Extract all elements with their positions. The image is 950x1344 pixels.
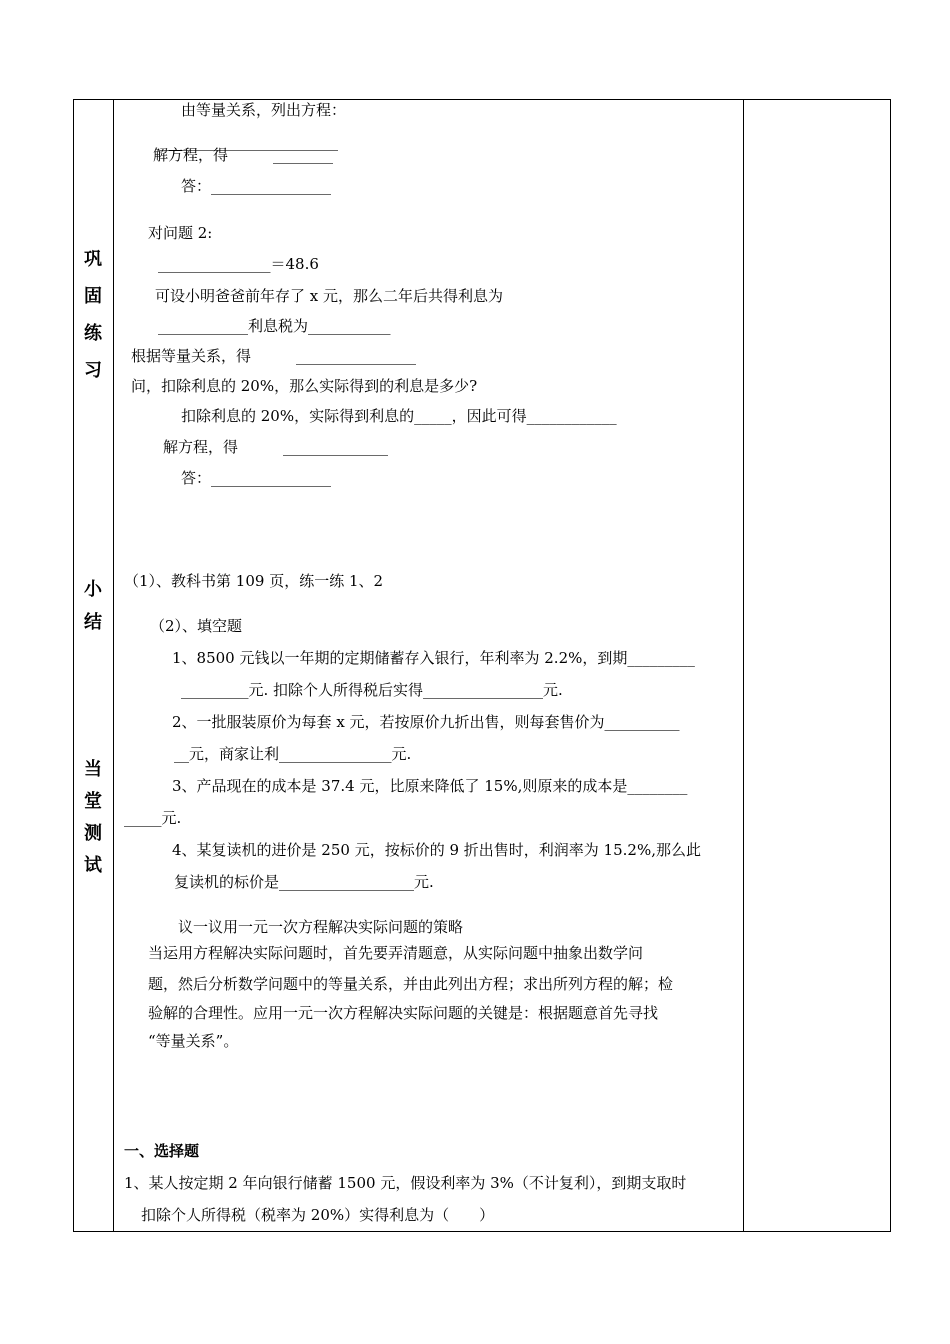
text-line: 1、8500 元钱以一年期的定期储蓄存入银行，年利率为 2.2%，到期_________: [172, 649, 695, 667]
strategy-text: 验解的合理性。应用一元一次方程解决实际问题的关键是：根据题意首先寻找: [148, 1004, 659, 1022]
question-text: 1、某人按定期 2 年向银行储蓄 1500 元，假设利率为 3%（不计复利），到期支取时: [124, 1174, 687, 1192]
text-line: 答：________________: [181, 469, 332, 487]
side-char: 试: [84, 855, 102, 876]
side-char: 固: [84, 286, 102, 307]
side-char: 习: [84, 360, 102, 381]
side-label-test: [74, 760, 112, 876]
text-line: 4、某复读机的进价是 250 元，按标价的 9 折出售时，利润率为 15.2%,那么此: [172, 841, 701, 859]
text-line: （1）、教科书第 109 页，练一练 1、2: [124, 572, 384, 590]
column-divider-right: [743, 100, 744, 1231]
strategy-heading: 议一议用一元一次方程解决实际问题的策略: [178, 918, 464, 936]
side-char: 练: [84, 323, 102, 344]
side-char: 结: [84, 612, 102, 633]
strategy-text: 题，然后分析数学问题中的等量关系，并由此列出方程；求出所列方程的解；检: [148, 975, 674, 993]
side-char: 当: [84, 759, 102, 780]
blank-line: ________________________: [158, 133, 338, 151]
text-line: 根据等量关系，得 ________________: [131, 347, 417, 365]
text-line: 对问题 2:: [148, 224, 213, 242]
text-line: （2）、填空题: [150, 617, 243, 635]
side-char: 小: [84, 579, 102, 600]
text-line: _____元.: [124, 809, 182, 827]
text-line: 扣除利息的 20%，实际得到利息的_____，因此可得____________: [181, 407, 617, 425]
text-line: 解方程，得 ______________: [163, 438, 389, 456]
text-line: 可设小明爸爸前年存了 x 元，那么二年后共得利息为: [155, 287, 503, 305]
side-label-practice: [74, 250, 112, 381]
text-line: _______________＝48.6: [158, 255, 319, 273]
text-line: _________元. 扣除个人所得税后实得________________元.: [181, 681, 563, 699]
question-text: 扣除个人所得税（税率为 20%）实得利息为（ ）: [141, 1206, 495, 1224]
text-line: 问，扣除利息的 20%，那么实际得到的利息是多少?: [131, 377, 478, 395]
strategy-text: 当运用方程解决实际问题时，首先要弄清题意，从实际问题中抽象出数学问: [148, 944, 644, 962]
text-line: 答：________________: [181, 177, 332, 195]
text-line: 解方程，得 ________: [153, 146, 334, 164]
side-char: 堂: [84, 791, 102, 812]
side-char: 巩: [84, 249, 102, 270]
text-line: ____________利息税为___________: [158, 317, 391, 335]
column-divider-left: [113, 100, 114, 1231]
strategy-text: “等量关系”。: [148, 1032, 239, 1050]
text-line: 由等量关系，列出方程：: [181, 101, 347, 119]
text-line: 复读机的标价是__________________元.: [174, 873, 434, 891]
text-line: 2、一批服装原价为每套 x 元，若按原价九折出售，则每套售价为__________: [172, 713, 680, 731]
text-line: __元，商家让利_______________元.: [174, 745, 412, 763]
side-label-summary: [74, 580, 112, 633]
side-char: 测: [84, 823, 102, 844]
text-line: 3、产品现在的成本是 37.4 元，比原来降低了 15%,则原来的成本是________: [172, 777, 688, 795]
section-heading-choice: 一、选择题: [124, 1142, 200, 1160]
